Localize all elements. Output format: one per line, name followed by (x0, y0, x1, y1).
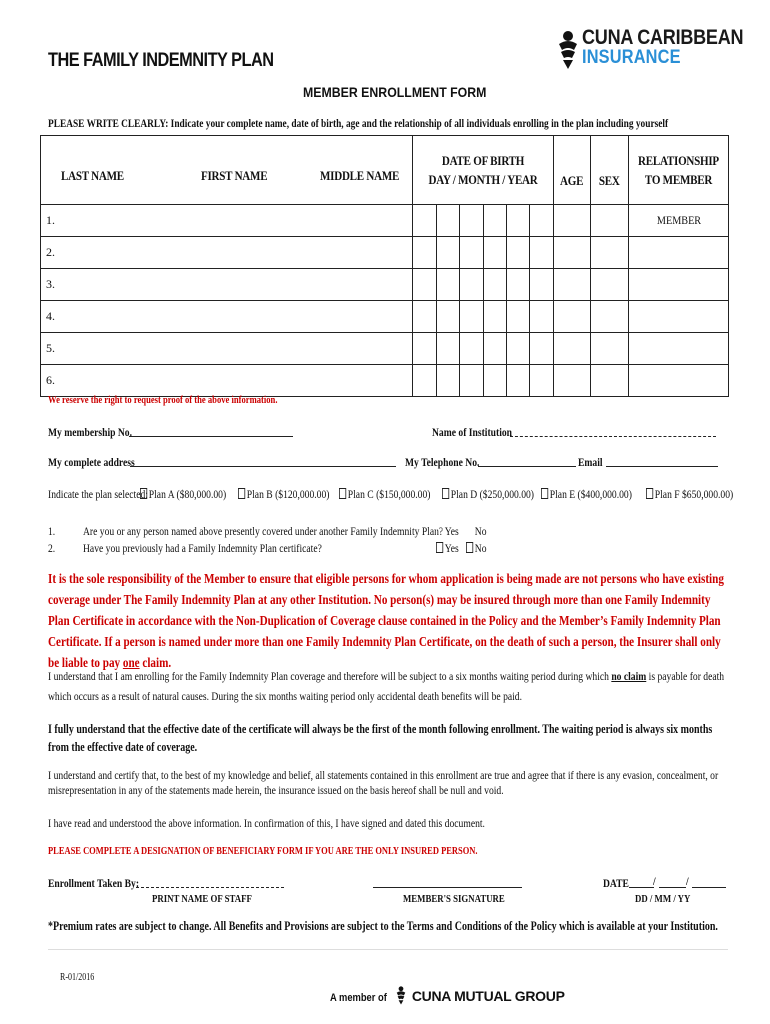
effective-date-paragraph: I fully understand that the effective date of the certificate will always be the first of the month following enrollment. The waiting period is always six months from the effective date of coverage. (48, 722, 713, 754)
table-row (41, 237, 729, 269)
q1-no-label: No (474, 524, 487, 538)
beneficiary-note: PLEASE COMPLETE A DESIGNATION OF BENEFICIARY FORM IF YOU ARE THE ONLY INSURED PERSON. (48, 845, 478, 857)
question-1-no[interactable] (466, 524, 487, 539)
enrollment-taken-label: Enrollment Taken By: (48, 876, 140, 890)
dob-cell[interactable] (530, 365, 554, 397)
plan-b-label: Plan B ($120,000.00) (246, 487, 330, 501)
dob-cell[interactable] (484, 301, 507, 333)
dob-cell[interactable] (437, 333, 460, 365)
plan-f-checkbox[interactable] (646, 488, 653, 499)
cuna-mutual-group-logo (330, 985, 565, 1006)
q1-yes-label: Yes (444, 524, 459, 538)
plan-d-label: Plan D ($250,000.00) (450, 487, 534, 501)
row-name-cell[interactable] (41, 301, 413, 333)
question-2-number: 2. (48, 541, 56, 555)
responsibility-emphasis: one (122, 655, 140, 670)
dob-cell[interactable] (437, 205, 460, 237)
dob-cell[interactable] (507, 333, 530, 365)
dob-cell[interactable] (413, 269, 437, 301)
relationship-cell[interactable] (629, 333, 729, 365)
q2-yes-label: Yes (444, 541, 459, 555)
dob-cell[interactable] (484, 333, 507, 365)
age-cell[interactable] (554, 269, 591, 301)
dob-cell[interactable] (437, 237, 460, 269)
question-2-no[interactable] (466, 541, 487, 556)
dob-cell[interactable] (460, 365, 484, 397)
dob-cell[interactable] (484, 365, 507, 397)
question-2-text: Have you previously had a Family Indemnity Plan certificate? (83, 541, 322, 555)
staff-name-input[interactable] (136, 887, 284, 888)
waiting-period-paragraph (48, 666, 731, 706)
cuna-caribbean-logo (556, 26, 744, 70)
dob-cell[interactable] (530, 205, 554, 237)
table-row (41, 269, 729, 301)
membership-input[interactable] (129, 436, 293, 437)
responsibility-end: claim. (139, 655, 172, 670)
plan-select-label: Indicate the plan selected: (48, 487, 148, 501)
sex-cell[interactable] (591, 365, 629, 397)
waiting-period-text: I understand that I am enrolling for the Family Indemnity Plan coverage and therefore will be subject to a six months waiting period during which (48, 669, 612, 683)
dob-cell[interactable] (530, 301, 554, 333)
row-name-cell[interactable] (41, 333, 413, 365)
dob-cell[interactable] (530, 333, 554, 365)
question-1-number: 1. (48, 524, 56, 538)
member-signature-caption: MEMBER'S SIGNATURE (403, 893, 505, 905)
header-last-name: LAST NAME (61, 168, 124, 183)
form-subtitle: MEMBER ENROLLMENT FORM (303, 84, 487, 100)
sex-cell[interactable] (591, 237, 629, 269)
members-table (40, 135, 729, 397)
q2-yes-checkbox[interactable] (436, 542, 443, 553)
relationship-value: MEMBER (656, 213, 701, 227)
address-label: My complete address (48, 455, 135, 469)
plan-a-label: Plan A ($80,000.00) (148, 487, 227, 501)
dob-cell[interactable] (437, 269, 460, 301)
dob-cell[interactable] (484, 205, 507, 237)
dob-cell[interactable] (460, 237, 484, 269)
date-yy-input[interactable] (692, 887, 726, 888)
header-names (41, 136, 413, 205)
member-signature-input[interactable] (373, 887, 522, 888)
header-age (554, 136, 591, 205)
relationship-cell[interactable] (629, 365, 729, 397)
row-number: 5. (46, 341, 55, 355)
revision-code: R-01/2016 (60, 972, 95, 983)
waiting-period-text-end: is payable for death which occurs as a result of natural causes. During the six months waiting period only accidental death benefits will be paid. (48, 669, 725, 703)
plan-c-option[interactable] (339, 487, 430, 502)
plan-a-option[interactable] (140, 487, 226, 502)
footer-divider (48, 949, 728, 950)
date-dd-input[interactable] (629, 887, 654, 888)
dob-cell[interactable] (413, 205, 437, 237)
age-cell[interactable] (554, 237, 591, 269)
plan-c-checkbox[interactable] (339, 488, 346, 499)
header-dob-line1: DATE OF BIRTH (441, 153, 525, 168)
q2-no-label: No (474, 541, 487, 555)
membership-label: My membership No. (48, 425, 132, 439)
premium-note: *Premium rates are subject to change. All Benefits and Provisions are subject to the Terms and Conditions of the Policy which is available at your Institution. (48, 919, 718, 933)
responsibility-text: It is the sole responsibility of the Member to ensure that eligible persons for whom application is being made are not persons who have existing coverage under The Family Indemnity Plan at any other Institution. No person(s) may be insured through more than one Family Indemnity Plan Certificate in accordance with the Non-Duplication of Coverage clause contained in the Policy and the Member’s Family Indemnity Plan Certificate. If a person is named under more than one Family Indemnity Plan Certificate, on the death of such a person, the Insurer shall only be liable to pay (48, 571, 724, 670)
dob-cell[interactable] (413, 365, 437, 397)
date-separator: / (686, 874, 689, 888)
relationship-cell[interactable] (629, 269, 729, 301)
table-row (41, 205, 729, 237)
dob-cell[interactable] (460, 269, 484, 301)
relationship-cell[interactable] (629, 205, 729, 237)
plan-b-checkbox[interactable] (238, 488, 245, 499)
dob-cell[interactable] (507, 269, 530, 301)
member-of-text: A member of (330, 992, 387, 1004)
dob-cell[interactable] (507, 205, 530, 237)
question-1-yes[interactable] (436, 524, 459, 539)
telephone-label: My Telephone No. (405, 455, 480, 469)
telephone-input[interactable] (478, 466, 576, 467)
header-date-of-birth (413, 136, 554, 205)
dob-cell[interactable] (413, 333, 437, 365)
relationship-cell[interactable] (629, 301, 729, 333)
dob-cell[interactable] (460, 205, 484, 237)
q1-yes-checkbox[interactable] (436, 525, 443, 536)
responsibility-paragraph (48, 568, 728, 673)
age-cell[interactable] (554, 301, 591, 333)
dob-cell[interactable] (530, 269, 554, 301)
dob-cell[interactable] (484, 269, 507, 301)
dob-cell[interactable] (484, 237, 507, 269)
plan-a-checkbox[interactable] (140, 488, 147, 499)
form-title: THE FAMILY INDEMNITY PLAN (48, 50, 274, 71)
table-row (41, 365, 729, 397)
question-1-text: Are you or any person named above presently covered under another Family Indemnity Plan? (83, 524, 444, 538)
logo-text-primary: CUNA CARIBBEAN (582, 26, 744, 49)
header-sex (591, 136, 629, 205)
address-input[interactable] (130, 466, 396, 467)
sex-cell[interactable] (591, 301, 629, 333)
certify-paragraph: I understand and certify that, to the best of my knowledge and belief, all statements contained in this enrollment are true and agree that if there is any evasion, concealment, or misrepresentation in any of the statements made herein, the insurance issued on the basis hereof shall be null and void. (48, 768, 719, 797)
relationship-cell[interactable] (629, 237, 729, 269)
row-name-cell[interactable] (41, 365, 413, 397)
dob-cell[interactable] (437, 301, 460, 333)
date-label: DATE (603, 876, 629, 890)
plan-e-option[interactable] (541, 487, 632, 502)
date-separator: / (653, 874, 656, 888)
header-middle-name: MIDDLE NAME (320, 168, 400, 183)
age-cell[interactable] (554, 365, 591, 397)
table-header-row (41, 136, 729, 205)
header-relationship-line2: TO MEMBER (644, 172, 713, 187)
cuna-mutual-logo-icon (395, 985, 407, 1005)
q1-no-checkbox[interactable] (466, 525, 473, 536)
dob-cell[interactable] (437, 365, 460, 397)
dob-cell[interactable] (413, 301, 437, 333)
row-number: 4. (46, 309, 55, 323)
row-number: 2. (46, 245, 55, 259)
header-sex-label: SEX (599, 173, 620, 188)
q2-no-checkbox[interactable] (466, 542, 473, 553)
row-number: 6. (46, 373, 55, 387)
header-age-label: AGE (560, 173, 584, 188)
read-understood-paragraph: I have read and understood the above information. In confirmation of this, I have signed and dated this document. (48, 816, 485, 830)
dob-cell[interactable] (413, 237, 437, 269)
age-cell[interactable] (554, 205, 591, 237)
plan-c-label: Plan C ($150,000.00) (347, 487, 431, 501)
cuna-logo-icon (556, 28, 580, 70)
logo-text-secondary: INSURANCE (582, 47, 681, 68)
age-cell[interactable] (554, 333, 591, 365)
staff-caption: PRINT NAME OF STAFF (152, 893, 252, 905)
dob-cell[interactable] (507, 301, 530, 333)
dob-cell[interactable] (460, 301, 484, 333)
dob-cell[interactable] (507, 365, 530, 397)
no-claim-emphasis: no claim (611, 669, 647, 683)
plan-f-option[interactable] (646, 487, 733, 502)
plan-d-option[interactable] (442, 487, 534, 502)
dob-cell[interactable] (530, 237, 554, 269)
question-2-yes[interactable] (436, 541, 459, 556)
reserve-note: We reserve the right to request proof of the above information. (48, 394, 278, 406)
date-caption: DD / MM / YY (635, 893, 691, 905)
plan-e-checkbox[interactable] (541, 488, 548, 499)
header-relationship-line1: RELATIONSHIP (638, 153, 719, 168)
row-name-cell[interactable] (41, 237, 413, 269)
plan-e-label: Plan E ($400,000.00) (549, 487, 632, 501)
header-first-name: FIRST NAME (201, 168, 268, 183)
table-row (41, 301, 729, 333)
email-input[interactable] (606, 466, 718, 467)
instruction-text: PLEASE WRITE CLEARLY: Indicate your complete name, date of birth, age and the relationship of all individuals enrolling in the plan including yourself (48, 116, 669, 130)
dob-cell[interactable] (460, 333, 484, 365)
table-row (41, 333, 729, 365)
email-label: Email (578, 455, 603, 469)
row-number: 1. (46, 213, 55, 227)
dob-cell[interactable] (507, 237, 530, 269)
plan-d-checkbox[interactable] (442, 488, 449, 499)
sex-cell[interactable] (591, 333, 629, 365)
cuna-mutual-group-text: CUNA MUTUAL GROUP (411, 988, 565, 1004)
header-relationship (629, 136, 729, 205)
plan-f-label: Plan F $650,000.00) (654, 487, 734, 501)
row-name-cell[interactable] (41, 269, 413, 301)
plan-b-option[interactable] (238, 487, 329, 502)
row-name-cell[interactable] (41, 205, 413, 237)
row-number: 3. (46, 277, 55, 291)
sex-cell[interactable] (591, 205, 629, 237)
header-dob-line2: DAY / MONTH / YEAR (428, 172, 538, 187)
institution-label: Name of Institution (432, 425, 513, 439)
date-mm-input[interactable] (659, 887, 686, 888)
institution-input[interactable] (510, 436, 716, 437)
sex-cell[interactable] (591, 269, 629, 301)
